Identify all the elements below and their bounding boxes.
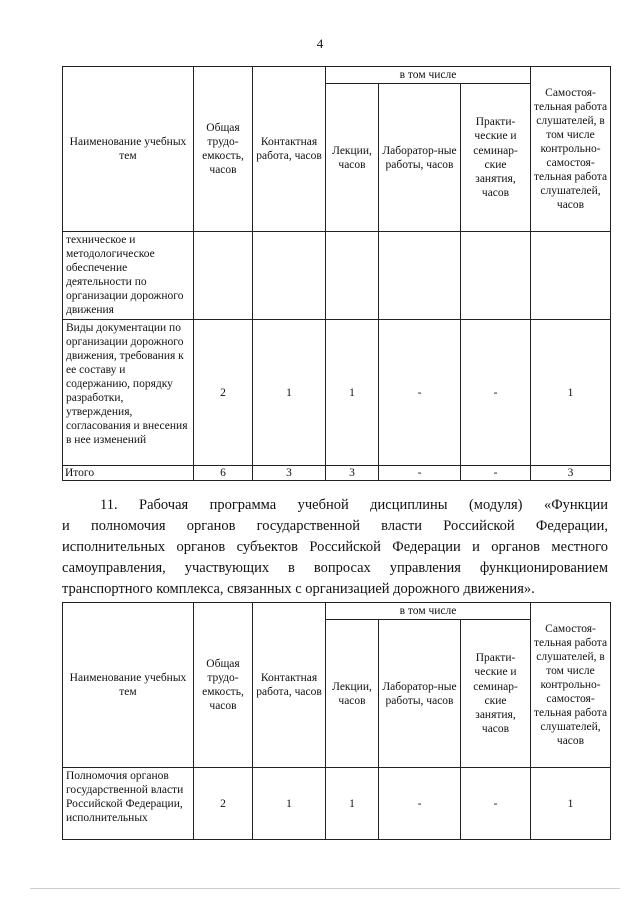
- topic-name: техническое и методологическое обеспечение деятельности по организации дорожного движения: [63, 232, 194, 320]
- header-including: в том числе: [326, 603, 531, 620]
- table-row: [63, 768, 611, 840]
- table-row: [63, 232, 611, 320]
- practice-hours: -: [461, 768, 531, 840]
- study-topics-table-1: [62, 66, 611, 481]
- topic-name: Виды документации по организации дорожного движения, требования к ее составу и содержанию, порядку разработки, утверждения, согласования и внесения в нее изменений: [63, 320, 194, 466]
- self-study-hours: 1: [531, 320, 611, 466]
- header-labs: Лаборатор-ные работы, часов: [379, 84, 461, 232]
- lecture-hours: 1: [326, 320, 379, 466]
- header-topic-name: Наименование учебных тем: [63, 67, 194, 232]
- header-contact-hours: Контактная работа, часов: [253, 603, 326, 768]
- header-contact-hours: Контактная работа, часов: [253, 67, 326, 232]
- practice-hours: -: [461, 320, 531, 466]
- header-total-hours: Общая трудо-емкость, часов: [194, 67, 253, 232]
- total-row: [63, 466, 611, 481]
- lecture-hours: 1: [326, 768, 379, 840]
- lecture-hours: [326, 232, 379, 320]
- lecture-hours: 3: [326, 466, 379, 481]
- contact-hours: 3: [253, 466, 326, 481]
- paragraph-continuation: и полномочия органов государственной власти Российской Федерации, исполнительных органов субъектов Российской Федерации и органов местного самоуправления, участвующих в вопросах управления функционированием транспортного комплекса, связанных с организацией дорожного движения».: [62, 518, 608, 597]
- practice-hours: [461, 232, 531, 320]
- topic-name: Полномочия органов государственной власти Российской Федерации, исполнительных: [63, 768, 194, 840]
- total-hours: [194, 232, 253, 320]
- table-row: [63, 320, 611, 466]
- paragraph-first-line: 11. Рабочая программа учебной дисциплины (модуля) «Функции: [100, 497, 608, 513]
- page-bottom-edge: [30, 888, 620, 889]
- header-including: в том числе: [326, 67, 531, 84]
- practice-hours: -: [461, 466, 531, 481]
- header-practice: Практи-ческие и семинар-ские занятия, часов: [461, 84, 531, 232]
- header-self-study: Самостоя-тельная работа слушателей, в том числе контрольно-самостоя-тельная работа слушателей, часов: [531, 67, 611, 232]
- study-topics-table-2: [62, 602, 611, 840]
- total-hours: 2: [194, 768, 253, 840]
- self-study-hours: [531, 232, 611, 320]
- lab-hours: -: [379, 768, 461, 840]
- header-topic-name: Наименование учебных тем: [63, 603, 194, 768]
- header-labs: Лаборатор-ные работы, часов: [379, 620, 461, 768]
- contact-hours: [253, 232, 326, 320]
- header-practice: Практи-ческие и семинар-ские занятия, часов: [461, 620, 531, 768]
- section-11-paragraph: [62, 495, 608, 600]
- self-study-hours: 1: [531, 768, 611, 840]
- header-lectures: Лекции, часов: [326, 620, 379, 768]
- lab-hours: -: [379, 466, 461, 481]
- contact-hours: 1: [253, 320, 326, 466]
- self-study-hours: 3: [531, 466, 611, 481]
- total-hours: 6: [194, 466, 253, 481]
- header-total-hours: Общая трудо-емкость, часов: [194, 603, 253, 768]
- lab-hours: [379, 232, 461, 320]
- total-hours: 2: [194, 320, 253, 466]
- contact-hours: 1: [253, 768, 326, 840]
- page-number: 4: [316, 36, 324, 51]
- header-self-study: Самостоя-тельная работа слушателей, в том числе контрольно-самостоя-тельная работа слушателей, часов: [531, 603, 611, 768]
- total-label: Итого: [63, 466, 194, 481]
- lab-hours: -: [379, 320, 461, 466]
- header-lectures: Лекции, часов: [326, 84, 379, 232]
